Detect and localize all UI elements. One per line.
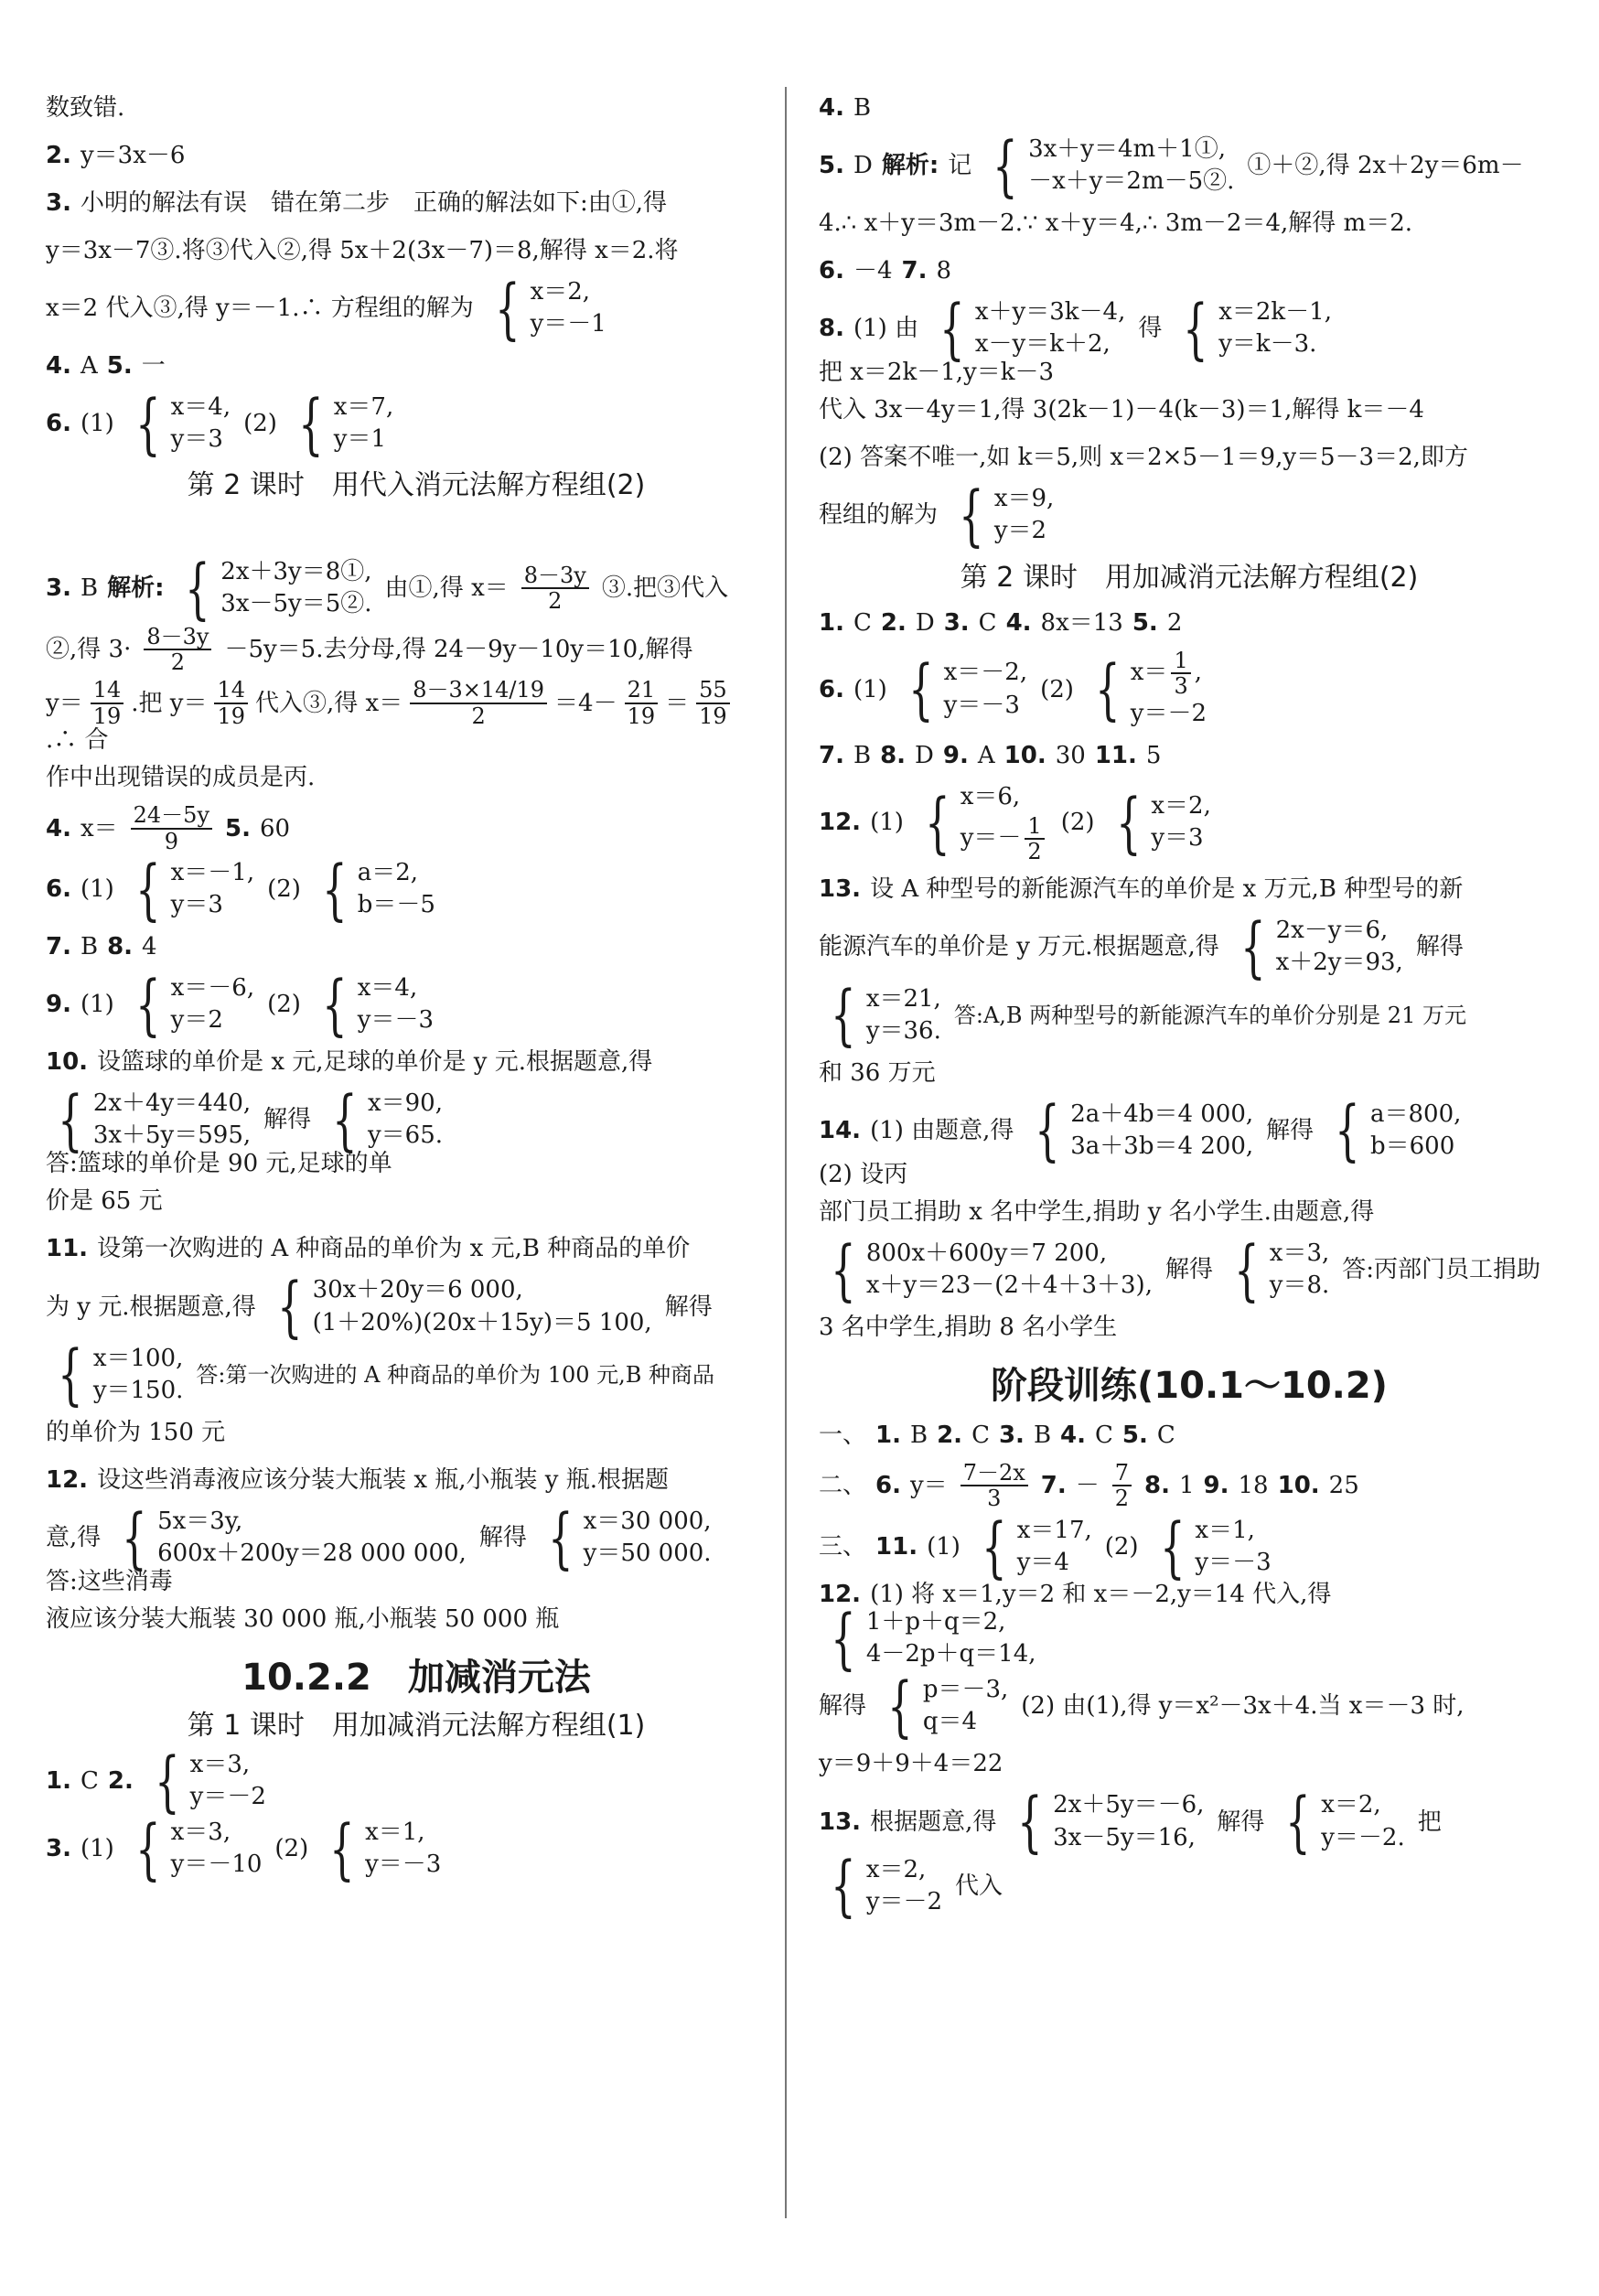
answer-text: D <box>853 152 873 180</box>
equation-system: { x＝1, y＝－3 <box>1159 1507 1272 1585</box>
answer-text: C <box>971 1422 990 1450</box>
question-number: 4. <box>46 814 71 842</box>
answer-text: A <box>80 352 98 381</box>
part-label: (1) <box>80 410 114 438</box>
answer-text: 60 <box>259 814 291 842</box>
answer-text: ＝ <box>665 689 690 717</box>
answer-text: C <box>1156 1422 1175 1450</box>
answer-text: y＝3x－6 <box>80 142 186 169</box>
question-number: 11. <box>875 1532 918 1561</box>
text: 数致错. <box>46 94 125 122</box>
answer-text: y＝ <box>909 1472 948 1500</box>
equation-system: { 2x－y＝6, x＋2y＝93, <box>1239 908 1403 985</box>
question-number: 11. <box>1094 742 1137 770</box>
answer-text: x＝ <box>80 814 118 842</box>
answer-text: 部门员工捐助 x 名中学生,捐助 y 名小学生.由题意,得 <box>819 1197 1375 1226</box>
answer-text: 得 <box>1138 315 1163 343</box>
equation-system: { 30x＋20y＝6 000, (1＋20%)(20x＋15y)＝5 100, <box>276 1268 652 1346</box>
fraction: $\frac{21}{19}$ <box>625 678 659 728</box>
question-number: 8. <box>819 315 844 343</box>
right-column <box>819 82 1560 1925</box>
answer-text: (2) 答案不唯一,如 k＝5,则 x＝2×5－1＝9,y＝5－3＝2,即方 <box>819 444 1468 472</box>
answer-text: 5 <box>1145 742 1162 770</box>
answer-text: 设这些消毒液应该分装大瓶装 x 瓶,小瓶装 y 瓶.根据题 <box>97 1465 670 1494</box>
question-number: 5. <box>819 152 844 180</box>
part-label: (1) <box>80 991 114 1019</box>
answer-text: －4 <box>853 257 893 285</box>
equation-system: { 2x＋4y＝440, 3x＋5y＝595, <box>58 1080 252 1158</box>
fraction: $\frac{14}{19}$ <box>214 678 248 728</box>
fraction: $\frac{14}{19}$ <box>91 678 124 728</box>
equation-system: { x＝90, y＝65. <box>332 1080 444 1158</box>
question-number: 8. <box>1144 1472 1170 1500</box>
question-number: 9. <box>46 991 71 1019</box>
answer-text: 解得 <box>1164 1255 1213 1283</box>
answer-text: 解得 <box>1266 1116 1315 1144</box>
equation-system: { x＝30 000, y＝50 000. <box>547 1498 712 1576</box>
answer-text: 把 x＝2k－1,y＝k－3 <box>819 359 1055 387</box>
question-number: 13. <box>819 1808 862 1836</box>
part-label: (2) <box>1060 809 1095 837</box>
equation-system: { x＝2, y＝－2 <box>831 1847 943 1925</box>
question-number: 8. <box>107 933 134 961</box>
part-label: (1) <box>80 1835 114 1863</box>
answer-text: C <box>80 1767 99 1796</box>
answer-text: 2 <box>1166 608 1183 637</box>
lesson-heading: 第 2 课时 用加减消元法解方程组(2) <box>960 561 1419 594</box>
part-label: (2) <box>267 991 301 1019</box>
answer-text: (2) 由(1),得 y＝x²－3x＋4.当 x＝－3 时, <box>1021 1692 1465 1721</box>
answer-text: A <box>977 742 995 770</box>
answer-text: 程组的解为 <box>819 501 939 530</box>
answer-text: 意,得 <box>46 1523 102 1551</box>
fraction: $\frac{8-3y}{2}$ <box>521 563 589 614</box>
answer-text: 设篮球的单价是 x 元,足球的单价是 y 元.根据题意,得 <box>97 1048 653 1077</box>
question-number: 1. <box>46 1767 71 1796</box>
answer-text: －5y＝5.去分母,得 24－9y－10y＝10,解得 <box>224 635 693 663</box>
equation-system: { a＝2, b＝－5 <box>322 850 435 928</box>
fraction: $\frac{7-2x}{3}$ <box>960 1461 1028 1511</box>
answer-text: B <box>853 742 872 770</box>
question-number: 4. <box>1060 1422 1087 1450</box>
answer-text: .∴ 合 <box>46 726 109 755</box>
lesson-heading: 第 2 课时 用代入消元法解方程组(2) <box>187 469 646 502</box>
fraction: $\frac{7}{2}$ <box>1112 1461 1132 1511</box>
answer-text: (1) 由 <box>853 315 919 343</box>
answer-text: (1) 由题意,得 <box>870 1116 1014 1144</box>
question-number: 1. <box>875 1422 901 1450</box>
question-number: 3. <box>46 1835 71 1863</box>
answer-text: ＝4－ <box>554 689 617 717</box>
question-number: 6. <box>46 410 71 438</box>
answer-text: D <box>915 742 934 770</box>
answer-text: 把 <box>1417 1808 1442 1836</box>
equation-system: { x＝17, y＝4 <box>982 1507 1092 1585</box>
answer-text: ③.把③代入 <box>601 574 729 603</box>
equation-system: { 2x＋3y＝8①, 3x－5y＝5②. <box>185 550 372 628</box>
question-number: 14. <box>819 1116 862 1144</box>
answer-text: C <box>853 608 872 637</box>
answer-text: 设第一次购进的 A 种商品的单价为 x 元,B 种商品的单价 <box>97 1235 691 1263</box>
answer-text: 和 36 万元 <box>819 1058 936 1087</box>
equation-system: { x＝9, y＝2 <box>959 477 1055 554</box>
equation-system: { x＝3, y＝－10 <box>134 1809 263 1887</box>
question-number: 11. <box>46 1235 89 1263</box>
question-number: 7. <box>46 933 71 961</box>
answer-text: B <box>853 94 872 122</box>
answer-text: 解得 <box>1217 1808 1265 1836</box>
answer-text: 一 <box>141 352 166 381</box>
answer-text: 解得 <box>478 1523 527 1551</box>
fraction: $\frac{24-5y}{9}$ <box>131 803 212 853</box>
question-number: 5. <box>1132 608 1158 637</box>
part-label: (2) <box>267 875 301 903</box>
answer-text: 价是 65 元 <box>46 1187 163 1216</box>
equation-system: { x＝－1, y＝3 <box>134 850 255 928</box>
answer-text: ②,得 3· <box>46 635 132 663</box>
answer-text: 液应该分装大瓶装 30 000 瓶,小瓶装 50 000 瓶 <box>46 1605 560 1634</box>
equation-system: { x＝21, y＝36. <box>831 976 941 1054</box>
analysis-label: 解析: <box>107 574 165 603</box>
answer-text: 3 名中学生,捐助 8 名小学生 <box>819 1314 1118 1342</box>
answer-text: 答:篮球的单价是 90 元,足球的单 <box>46 1150 392 1178</box>
answer-text: B <box>80 574 99 603</box>
equation-system: { 3x＋y＝4m＋1①, －x＋y＝2m－5②. <box>993 126 1235 204</box>
equation-system: { p＝－3, q＝4 <box>887 1667 1009 1744</box>
question-number: 12. <box>819 809 862 837</box>
answer-text: B <box>80 933 99 961</box>
answer-text: 8x＝13 <box>1040 608 1123 637</box>
part-label: (2) <box>1104 1532 1139 1561</box>
lesson-heading: 第 1 课时 用加减消元法解方程组(1) <box>187 1710 646 1743</box>
question-number: 6. <box>819 675 844 703</box>
answer-text: 4.∴ x＋y＝3m－2.∵ x＋y＝4,∴ 3m－2＝4,解得 m＝2. <box>819 209 1413 238</box>
answer-text: 18 <box>1238 1472 1269 1500</box>
fraction: $\frac{8-3\times 14/19}{2}$ <box>410 678 547 728</box>
equation-system: { x＝－6, y＝2 <box>134 965 255 1043</box>
equation-system: { x＝3, y＝－2 <box>155 1742 266 1819</box>
part-label: (2) <box>274 1835 309 1863</box>
part-label: (1) <box>80 875 114 903</box>
answer-text: 作中出现错误的成员是丙. <box>46 764 316 792</box>
equation-system: { x＝4, y＝3 <box>134 384 231 462</box>
equation-system: { x＝2, y＝3 <box>1115 783 1211 861</box>
answer-text: 记 <box>948 152 972 180</box>
question-number: 12. <box>46 1465 89 1494</box>
question-number: 5. <box>106 352 133 381</box>
answer-text: C <box>978 608 997 637</box>
question-number: 4. <box>819 94 844 122</box>
answer-text: 25 <box>1328 1472 1359 1500</box>
equation-system: { 800x＋600y＝7 200, x＋y＝23－(2＋4＋3＋3), <box>831 1230 1153 1308</box>
equation-system: { x＋y＝3k－4, x－y＝k＋2, <box>939 289 1126 367</box>
question-number: 9. <box>1203 1472 1229 1500</box>
question-number: 8. <box>880 742 907 770</box>
stage-heading: 阶段训练(10.1～10.2) <box>991 1365 1388 1408</box>
question-number: 7. <box>1040 1472 1067 1500</box>
question-number: 2. <box>937 1422 963 1450</box>
question-number: 6. <box>819 257 844 285</box>
answer-text: (2) 设丙 <box>819 1160 908 1188</box>
answer-text: 4 <box>142 933 157 961</box>
analysis-label: 解析: <box>881 152 939 180</box>
answer-text: 能源汽车的单价是 y 万元.根据题意,得 <box>819 933 1219 961</box>
question-number: 5. <box>1121 1422 1148 1450</box>
answer-text: 由①,得 x＝ <box>384 574 509 603</box>
question-number: 1. <box>819 608 844 637</box>
equation-system: { 1＋p＋q＝2, 4－2p＋q＝14, <box>831 1599 1036 1677</box>
section-heading: 10.2.2 加减消元法 <box>241 1657 591 1700</box>
question-number: 3. <box>943 608 970 637</box>
fraction: $\frac{8-3y}{2}$ <box>144 625 211 675</box>
part-label: (1) <box>927 1532 960 1561</box>
answer-text: 答:这些消毒 <box>46 1568 173 1596</box>
answer-text: 解得 <box>819 1692 867 1721</box>
answer-text: 的单价为 150 元 <box>46 1418 226 1446</box>
answer-text: y＝ <box>46 689 83 717</box>
answer-text: 设 A 种型号的新能源汽车的单价是 x 万元,B 种型号的新 <box>870 875 1464 904</box>
fraction: $\frac{1}{2}$ <box>1025 814 1044 864</box>
equation-system: { x＝1, y＝－3 <box>329 1809 442 1887</box>
question-number: 10. <box>1277 1472 1320 1500</box>
question-number: 7. <box>819 742 844 770</box>
question-number: 10. <box>1003 742 1046 770</box>
question-number: 9. <box>942 742 969 770</box>
part-label: (2) <box>1040 675 1074 703</box>
question-number: 6. <box>46 875 71 903</box>
equation-system: { 2x＋5y＝－6, 3x－5y＝16, <box>1017 1783 1205 1861</box>
answer-text: ①＋②,得 2x＋2y＝6m－ <box>1247 152 1524 180</box>
part-label: (2) <box>243 410 277 438</box>
equation-system: { x＝2k－1, y＝k－3. <box>1183 289 1332 367</box>
section-label: 二、 <box>819 1472 867 1500</box>
equation-system: { x＝2, y＝－2. <box>1285 1783 1405 1861</box>
answer-text: y＝9＋9＋4＝22 <box>819 1750 1003 1778</box>
fraction: $\frac{55}{19}$ <box>696 678 730 728</box>
answer-text: 代入③,得 x＝ <box>255 689 403 717</box>
equation-system: { x＝6, y＝－ $\frac{1}{2}$ <box>917 781 1048 864</box>
equation-system: { x＝2, y＝－1 <box>494 269 606 347</box>
answer-text: 30 <box>1055 742 1086 770</box>
question-number: 3. <box>46 574 71 603</box>
answer-text: 代入 3x－4y＝1,得 3(2k－1)－4(k－3)＝1,解得 k＝－4 <box>819 396 1424 424</box>
question-number: 2. <box>880 608 907 637</box>
equation-system: { 2a＋4b＝4 000, 3a＋3b＝4 200, <box>1035 1091 1254 1169</box>
equation-system: { x＝3, y＝8. <box>1234 1230 1330 1308</box>
question-number: 5. <box>225 814 251 842</box>
equation-system: { x＝100, y＝150. <box>58 1336 184 1413</box>
answer-text: x＝2 代入③,得 y＝－1.∴ 方程组的解为 <box>46 295 474 323</box>
question-number: 10. <box>46 1048 89 1077</box>
answer-text: 8 <box>936 257 952 285</box>
answer-text: D <box>915 608 935 637</box>
answer-text: 代入 <box>955 1872 1003 1900</box>
answer-text: 解得 <box>263 1106 312 1134</box>
answer-text: B <box>909 1422 928 1450</box>
equation-system: { x＝ $\frac{1}{3}$ , y＝－2 <box>1095 647 1207 728</box>
answer-text: 为 y 元.根据题意,得 <box>46 1293 256 1321</box>
answer-text: 根据题意,得 <box>870 1808 997 1836</box>
question-number: 13. <box>819 875 862 904</box>
question-number: 4. <box>1005 608 1032 637</box>
answer-text: － <box>1075 1472 1100 1500</box>
question-number: 2. <box>107 1767 134 1796</box>
answer-text: y＝3x－7③.将③代入②,得 5x＋2(3x－7)＝8,解得 x＝2.将 <box>46 237 679 264</box>
equation-system: { x＝7, y＝1 <box>298 384 394 462</box>
answer-text: 解得 <box>1415 933 1464 961</box>
answer-text: 答:A,B 两种型号的新能源汽车的单价分别是 21 万元 <box>953 1002 1466 1028</box>
equation-system: { x＝4, y＝－3 <box>322 965 434 1043</box>
left-column <box>46 82 787 1887</box>
answer-text: 1 <box>1179 1472 1195 1500</box>
question-number: 3. <box>998 1422 1025 1450</box>
answer-text: 解得 <box>664 1293 713 1321</box>
equation-system: { 5x＝3y, 600x＋200y＝28 000 000, <box>122 1498 467 1576</box>
question-number: 2. <box>46 142 71 169</box>
fraction: $\frac{1}{3}$ <box>1171 649 1190 699</box>
answer-text: .把 y＝ <box>131 689 208 717</box>
answer-text: 答:第一次购进的 A 种商品的单价为 100 元,B 种商品 <box>196 1361 715 1388</box>
answer-text: C <box>1095 1422 1113 1450</box>
part-label: (1) <box>870 809 904 837</box>
question-number: 12. <box>819 1581 862 1609</box>
question-number: 6. <box>875 1472 901 1500</box>
section-label: 三、 <box>819 1532 867 1561</box>
answer-text: B <box>1033 1422 1052 1450</box>
equation-system: { a＝800, b＝600 <box>1335 1091 1462 1169</box>
answer-text: 答:丙部门员工捐助 <box>1342 1255 1541 1283</box>
answer-text: 小明的解法有误 错在第二步 正确的解法如下:由①,得 <box>80 189 667 217</box>
section-label: 一、 <box>819 1422 867 1450</box>
equation-system: { x＝－2, y＝－3 <box>907 650 1028 728</box>
part-label: (1) <box>853 675 887 703</box>
question-number: 3. <box>46 189 71 217</box>
answer-text: (1) 将 x＝1,y＝2 和 x＝－2,y＝14 代入,得 <box>870 1581 1332 1609</box>
question-number: 4. <box>46 352 71 381</box>
question-number: 7. <box>901 257 928 285</box>
